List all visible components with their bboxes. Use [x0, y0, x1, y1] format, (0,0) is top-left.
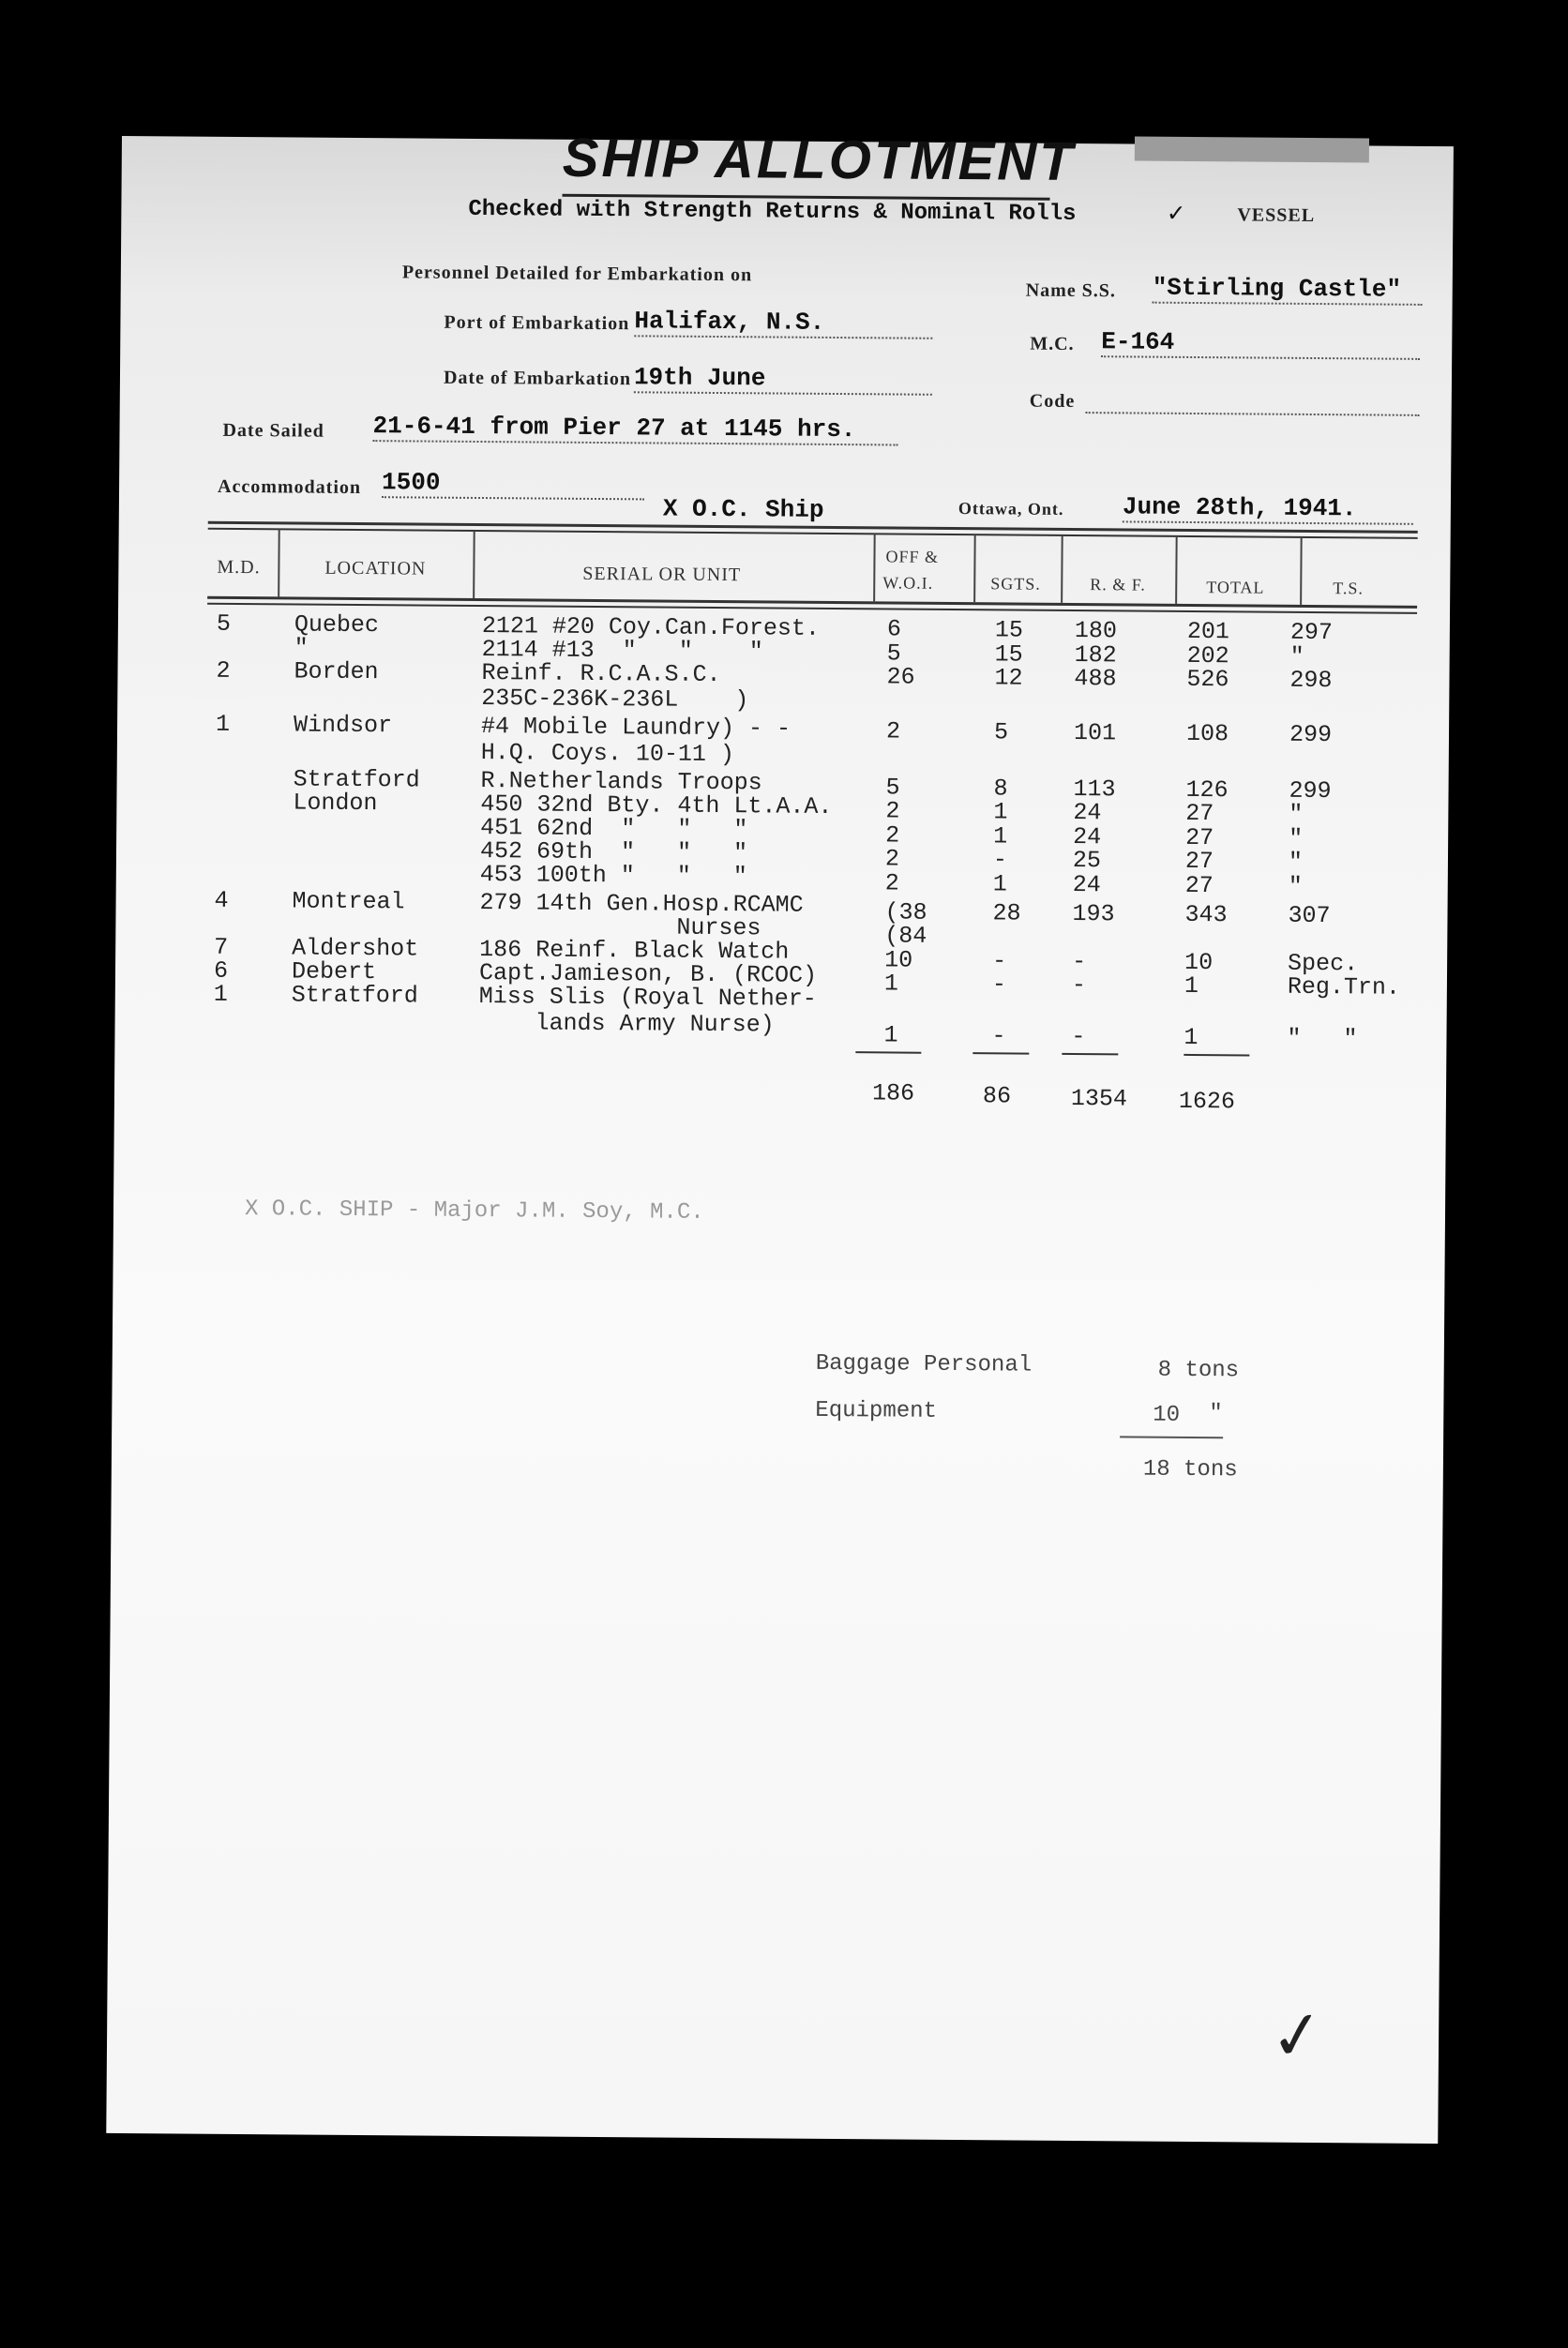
cell-sgts: - [992, 846, 1008, 874]
cell-sgts: 1 [993, 822, 1008, 850]
checked-note: Checked with Strength Returns & Nominal Rolls [468, 196, 1077, 227]
total-off: 186 [871, 1079, 915, 1107]
vessel-label: VESSEL [1237, 204, 1316, 226]
cell-md: 2 [216, 656, 231, 685]
cell-unit: 451 62nd " " " [480, 814, 748, 844]
cell-off: 5 [885, 774, 900, 802]
cell-off: 6 [886, 615, 902, 643]
cell-ts: Reg.Trn. [1287, 972, 1401, 1001]
baggage-sum-rule [1120, 1436, 1223, 1438]
cell-unit: R.Netherlands Troops [480, 767, 762, 797]
cell-off: 10 [884, 946, 913, 974]
cell-location: Borden [294, 657, 379, 686]
cell-ts: " [1289, 824, 1304, 852]
col-ts: T.S. [1333, 579, 1364, 598]
col-off: OFF & [885, 547, 940, 566]
cell-total: 10 [1184, 948, 1214, 977]
cell-unit: 186 Reinf. Black Watch [479, 936, 790, 966]
date-sailed-value: 21-6-41 from Pier 27 at 1145 hrs. [372, 412, 897, 445]
cell-off: 1 [883, 970, 899, 998]
accommodation-value: 1500 [382, 468, 644, 500]
cell-sgts: - [992, 947, 1007, 975]
cell-rf: - [1071, 1022, 1086, 1051]
cell-location: Quebec [294, 610, 380, 640]
cell-ts: " [1288, 848, 1304, 876]
col-divider [1175, 536, 1178, 604]
baggage-personal-label: Baggage Personal [815, 1350, 1033, 1378]
cell-md: 1 [215, 710, 231, 738]
col-divider [973, 534, 976, 602]
cell-rf: 25 [1072, 846, 1102, 875]
approval-tick-icon: ✓ [1264, 1994, 1330, 2078]
cell-unit: H.Q. Coys. 10-11 ) [480, 739, 735, 769]
cell-rf: 488 [1074, 664, 1117, 693]
cell-off: 2 [884, 869, 899, 897]
col-divider [873, 534, 876, 601]
cell-sgts: 8 [993, 775, 1008, 803]
cell-total: 126 [1185, 775, 1229, 805]
cell-total: 27 [1184, 871, 1214, 900]
port-label: Port of Embarkation [444, 311, 630, 335]
cell-sgts: 15 [994, 640, 1023, 669]
cell-unit: lands Army Nurse) [478, 1009, 775, 1039]
mc-label: M.C. [1030, 333, 1075, 354]
cell-off: 2 [884, 845, 900, 873]
cell-total: 27 [1185, 799, 1214, 828]
cell-unit: Reinf. R.C.A.S.C. [481, 659, 721, 689]
equipment-value: 10 [1153, 1402, 1181, 1428]
cell-total: 108 [1185, 719, 1229, 748]
cell-ts: 299 [1289, 776, 1332, 805]
cell-unit: Miss Slis (Royal Nether- [478, 983, 817, 1013]
cell-ts: Spec. [1287, 949, 1359, 978]
cell-rf: 101 [1073, 718, 1117, 747]
cell-ts: 307 [1288, 901, 1331, 930]
cell-off: 1 [883, 1021, 898, 1049]
cell-rf: 24 [1072, 870, 1101, 899]
cell-total: 526 [1186, 665, 1229, 694]
cell-location: Aldershot [292, 934, 419, 963]
cell-location: Debert [291, 957, 377, 986]
cell-unit: 2114 #13 " " " [481, 636, 763, 666]
cell-md: 6 [213, 956, 229, 985]
col-location: LOCATION [324, 557, 427, 579]
cell-location: " [294, 634, 309, 662]
cell-rf: - [1072, 947, 1087, 976]
cell-total: 1 [1184, 1023, 1199, 1052]
cell-rf: 193 [1072, 899, 1115, 928]
date-embarkation-value: 19th June [634, 363, 932, 395]
date-sailed-label: Date Sailed [222, 419, 324, 442]
cell-unit: #4 Mobile Laundry) - - [480, 713, 792, 743]
cell-total: 27 [1185, 823, 1214, 852]
cell-ts: " " [1287, 1024, 1358, 1053]
col-divider [1300, 537, 1303, 605]
cell-unit: Nurses [479, 912, 761, 942]
col-serial: SERIAL OR UNIT [582, 563, 742, 586]
col-rf: R. & F. [1090, 575, 1146, 595]
col-divider [278, 529, 280, 596]
cell-unit: Capt.Jamieson, B. (RCOC) [478, 959, 818, 989]
mc-value: E-164 [1101, 327, 1420, 360]
cell-unit: 235C-236K-236L ) [481, 685, 749, 715]
cell-location: Stratford [293, 765, 420, 794]
cell-sgts: 5 [993, 718, 1009, 746]
col-total: TOTAL [1206, 578, 1265, 597]
check-mark-icon: ✓ [1168, 200, 1184, 230]
accommodation-label: Accommodation [217, 475, 362, 499]
cell-sgts: 12 [994, 664, 1023, 692]
issue-date: June 28th, 1941. [1123, 492, 1413, 524]
document-title: SHIP ALLOTMENT [562, 127, 1076, 192]
cell-total: 201 [1186, 617, 1230, 646]
cell-off: 5 [886, 640, 901, 668]
baggage-total: 18 tons [1142, 1456, 1238, 1483]
cell-unit: 453 100th " " " [479, 861, 747, 891]
col-divider [1061, 535, 1063, 603]
col-md: M.D. [217, 556, 261, 579]
cell-unit: 452 69th " " " [479, 837, 748, 867]
cell-off: (38 [884, 898, 927, 926]
equipment-label: Equipment [815, 1397, 938, 1424]
cell-sgts: - [991, 1022, 1006, 1050]
personnel-label: Personnel Detailed for Embarkation on [401, 262, 753, 286]
code-field [1086, 410, 1420, 416]
sum-rule [1062, 1053, 1118, 1055]
name-label: Name S.S. [1025, 279, 1117, 302]
cell-rf: - [1071, 971, 1087, 1000]
cell-unit: 450 32nd Bty. 4th Lt.A.A. [480, 790, 833, 820]
port-value: Halifax, N.S. [634, 307, 932, 339]
cell-off: 26 [886, 663, 915, 691]
cell-md: 1 [213, 980, 228, 1008]
date-embarkation-label: Date of Embarkation [443, 367, 632, 390]
cell-off: 2 [885, 717, 901, 745]
cell-rf: 113 [1073, 775, 1116, 804]
cell-ts: 299 [1289, 720, 1333, 749]
cell-off: (84 [884, 922, 927, 950]
cell-ts: " [1288, 872, 1303, 900]
total-total: 1626 [1178, 1087, 1236, 1116]
scan-shadow [1135, 136, 1369, 162]
cell-total: 27 [1184, 847, 1214, 876]
total-rf: 1354 [1070, 1084, 1128, 1113]
cell-total: 202 [1186, 641, 1229, 670]
cell-unit: 279 14th Gen.Hosp.RCAMC [479, 889, 804, 919]
cell-off: 2 [885, 821, 900, 850]
cell-ts: 298 [1289, 666, 1333, 695]
vessel-name: "Stirling Castle" [1153, 274, 1423, 306]
cell-location: Stratford [291, 981, 418, 1010]
cell-off: 2 [885, 797, 900, 825]
oc-ship-footnote: X O.C. SHIP - Major J.M. Soy, M.C. [244, 1197, 704, 1226]
cell-md: 7 [214, 933, 229, 961]
ottawa-label: Ottawa, Ont. [957, 499, 1064, 519]
cell-sgts: 28 [992, 899, 1021, 927]
sum-rule [855, 1051, 921, 1054]
sum-rule [1184, 1054, 1249, 1057]
cell-md: 4 [214, 886, 229, 914]
cell-ts: " [1289, 642, 1304, 670]
cell-rf: 24 [1073, 798, 1102, 827]
cell-location: London [293, 789, 378, 818]
cell-unit: 2121 #20 Coy.Can.Forest. [481, 612, 821, 642]
oc-ship-note: X O.C. Ship [662, 494, 824, 524]
cell-sgts: 1 [992, 870, 1007, 898]
cell-location: Windsor [293, 711, 393, 740]
cell-sgts: - [991, 971, 1007, 999]
document-page [106, 127, 1454, 2144]
cell-md: 5 [216, 610, 232, 638]
cell-ts: 297 [1289, 618, 1334, 647]
cell-total: 343 [1184, 900, 1228, 929]
cell-rf: 24 [1073, 822, 1102, 851]
cell-sgts: 15 [994, 616, 1024, 644]
col-divider [473, 531, 475, 598]
sum-rule [972, 1052, 1029, 1054]
col-woi: W.O.I. [882, 573, 934, 593]
col-sgts: SGTS. [990, 574, 1041, 594]
code-label: Code [1029, 390, 1076, 412]
cell-rf: 180 [1074, 616, 1118, 645]
cell-location: Montreal [292, 887, 405, 916]
baggage-personal-value: 8 tons [1157, 1357, 1240, 1384]
cell-ts: " [1289, 800, 1304, 828]
cell-sgts: 1 [993, 798, 1008, 826]
cell-total: 1 [1184, 971, 1199, 1001]
total-sgts: 86 [982, 1082, 1012, 1110]
equipment-unit: " [1209, 1401, 1223, 1427]
cell-rf: 182 [1074, 640, 1117, 670]
